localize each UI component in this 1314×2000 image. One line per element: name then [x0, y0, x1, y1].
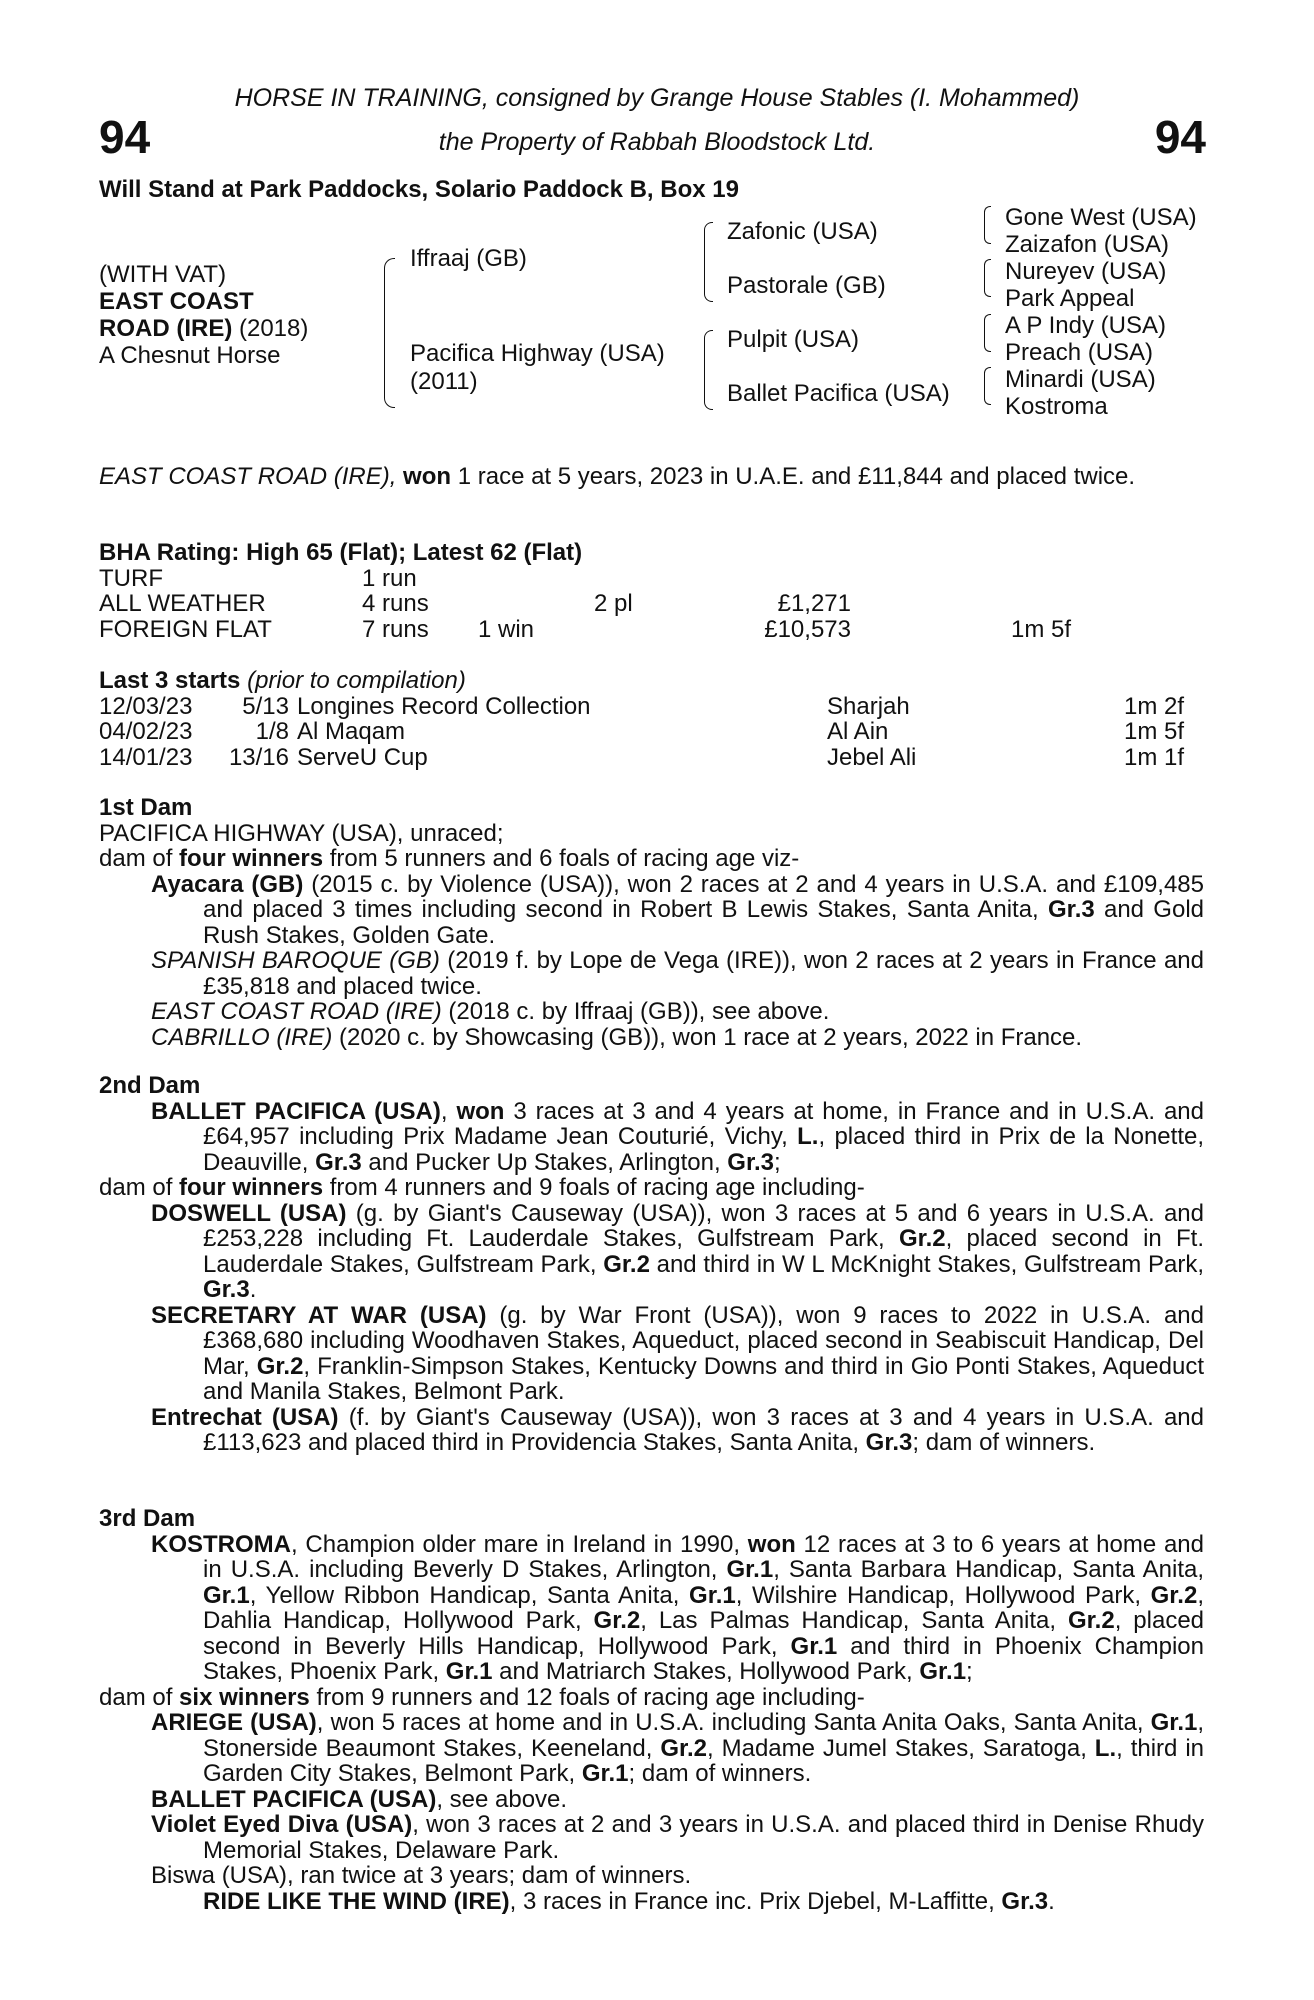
record-text: , Wilshire Handicap, Hollywood Park,	[735, 1581, 1151, 1609]
start-course: Jebel Ali	[827, 743, 917, 771]
property-line: the Property of Rabbah Bloodstock Ltd.	[438, 128, 876, 156]
progeny-text: (2019 f. by Lope de Vega (IRE)), won 2 races at 2 years in France and £35,818 and placed twice.	[203, 947, 1205, 1000]
progeny-name: RIDE LIKE THE WIND (IRE)	[203, 1887, 510, 1915]
stat-distance	[851, 566, 1071, 592]
table-row	[99, 566, 1071, 592]
sire-brace	[704, 222, 713, 302]
horse-name-part: ROAD (IRE)	[99, 315, 233, 342]
progeny-name: SPANISH BAROQUE (GB)	[151, 947, 440, 974]
sds: Nureyev (USA)	[1005, 258, 1167, 285]
stat-earnings	[689, 566, 851, 592]
record-text: , placed second in Beverly Hills Handicap, Hollywood Park,	[203, 1607, 1205, 1660]
third-dam-title: 3rd Dam	[99, 1505, 196, 1532]
start-race: ServeU Cup	[297, 743, 428, 771]
start-distance: 1m 1f	[1124, 743, 1185, 771]
table-row	[99, 694, 1184, 720]
progeny-entry	[151, 1025, 1204, 1051]
dam-name: BALLET PACIFICA (USA)	[151, 1097, 441, 1125]
progeny-text: , Stonerside Beaumont Stakes, Keeneland,	[203, 1709, 1205, 1762]
grade: Gr.2	[660, 1734, 708, 1762]
grade: Gr.2	[603, 1250, 650, 1278]
start-race: Longines Record Collection	[297, 692, 591, 720]
horse-description: A Chesnut Horse	[99, 342, 281, 369]
ss-brace	[984, 206, 991, 244]
comma: ,	[440, 1097, 448, 1125]
progeny-name: CABRILLO (IRE)	[151, 1023, 333, 1051]
stat-earnings: £10,573	[764, 615, 851, 643]
rating-title: BHA Rating: High 65 (Flat); Latest 62 (Flat)	[99, 539, 583, 566]
progeny-entry	[151, 948, 1204, 999]
start-position: 13/16	[228, 743, 289, 771]
summary-name: EAST COAST ROAD (IRE),	[99, 463, 397, 490]
dam-of-label: dam of	[99, 845, 180, 872]
grade: Gr.2	[1068, 1607, 1115, 1634]
start-date: 14/01/23	[99, 743, 193, 771]
grade: Gr.1	[919, 1658, 967, 1685]
start-date: 12/03/23	[99, 692, 193, 720]
dam-sire: Pulpit (USA)	[727, 326, 860, 353]
progeny-text: Biswa (USA), ran twice at 3 years; dam of winners.	[151, 1862, 692, 1889]
third-dam-section	[99, 1506, 1204, 1914]
stat-earnings: £1,271	[777, 590, 851, 617]
dam-name: KOSTROMA	[151, 1530, 291, 1558]
record-text: 3 races at 3 and 4 years at home, in France and in U.S.A. and £64,957 including Prix Madame Jean Couturié, Vichy,	[203, 1097, 1204, 1150]
first-dam-section	[99, 795, 1204, 1050]
grand-progeny-entry	[99, 1889, 1204, 1915]
won-label: won	[456, 1097, 505, 1125]
progeny-text: , third in Garden City Stakes, Belmont Park,	[203, 1734, 1205, 1787]
start-date: 04/02/23	[99, 718, 193, 745]
dam-of-count: four winners	[179, 1174, 324, 1201]
start-distance: 1m 5f	[1124, 718, 1185, 745]
progeny-entry	[151, 1303, 1204, 1405]
record-text: and Matriarch Stakes, Hollywood Park,	[492, 1658, 920, 1685]
grade: Gr.3	[865, 1429, 913, 1456]
stat-placed: 2 pl	[594, 590, 633, 617]
last-starts-table	[99, 694, 1184, 771]
last-starts-section	[99, 668, 1204, 770]
grade: Gr.1	[445, 1658, 493, 1685]
dam-dam: Ballet Pacifica (USA)	[727, 380, 950, 407]
dam-of-count: six winners	[179, 1683, 310, 1711]
progeny-text: , won 5 races at home and in U.S.A. including Santa Anita Oaks, Santa Anita,	[316, 1709, 1151, 1736]
horse-name-line2	[99, 315, 308, 342]
record-text: , Dahlia Handicap, Hollywood Park,	[203, 1581, 1204, 1634]
horse-name-line1: EAST COAST	[99, 288, 254, 315]
won-label: won	[747, 1530, 796, 1558]
dam-brace	[704, 330, 713, 410]
dam-name: Pacifica Highway (USA)	[410, 340, 665, 367]
progeny-name: DOSWELL (USA)	[151, 1199, 347, 1227]
start-position: 5/13	[242, 692, 289, 720]
second-dam-produce	[99, 1175, 1204, 1201]
progeny-entry	[151, 1405, 1204, 1456]
ssd: Zaizafon (USA)	[1005, 231, 1170, 258]
grade: Gr.1	[790, 1632, 838, 1660]
sire-dam: Pastorale (GB)	[727, 272, 886, 299]
stat-distance: 1m 5f	[1011, 615, 1072, 643]
progeny-name: Violet Eyed Diva (USA)	[151, 1811, 413, 1838]
progeny-text: (f. by Giant's Causeway (USA)), won 3 races at 3 and 4 years in U.S.A. and £113,623 and placed third in Providencia Stakes, Santa Anita,	[203, 1403, 1204, 1456]
progeny-text: and third in W L McKnight Stakes, Gulfstream Park,	[649, 1250, 1204, 1278]
first-dam-title: 1st Dam	[99, 794, 193, 821]
progeny-text: , Madame Jumel Stakes, Saratoga,	[707, 1734, 1095, 1762]
progeny-entry	[151, 999, 1204, 1025]
ddd: Kostroma	[1005, 393, 1108, 420]
stat-placed	[594, 617, 689, 643]
progeny-text: , 3 races in France inc. Prix Djebel, M-Laffitte,	[509, 1887, 1002, 1915]
stat-type: ALL WEATHER	[99, 590, 266, 617]
progeny-entry	[99, 1863, 1204, 1889]
table-row	[99, 719, 1184, 745]
second-dam-title: 2nd Dam	[99, 1072, 201, 1099]
start-distance: 1m 2f	[1124, 692, 1185, 720]
second-dam-section	[99, 1073, 1204, 1456]
progeny-text: (2015 c. by Violence (USA)), won 2 races at 2 and 4 years in U.S.A. and £109,485 and placed 3 times including second in Robert B Lewis Stakes, Santa Anita,	[203, 870, 1205, 923]
dam-of-rest: from 9 runners and 12 foals of racing age including-	[309, 1683, 865, 1711]
rating-section	[99, 540, 1204, 642]
start-position: 1/8	[255, 718, 289, 745]
dam-of-rest: from 4 runners and 9 foals of racing age including-	[323, 1174, 865, 1201]
dam-of-label: dam of	[99, 1683, 180, 1711]
progeny-entry	[151, 1201, 1204, 1303]
third-dam-record	[151, 1532, 1204, 1685]
grade: Gr.1	[726, 1556, 774, 1583]
progeny-text: .	[1048, 1887, 1055, 1915]
grade: Gr.3	[1001, 1887, 1049, 1915]
stat-type: TURF	[99, 564, 163, 592]
start-course: Al Ain	[827, 718, 889, 745]
dam-of-rest: from 5 runners and 6 foals of racing age viz-	[323, 845, 800, 872]
grade: Gr.2	[898, 1225, 946, 1252]
progeny-entry	[151, 1710, 1204, 1787]
record-text: 12 races at 3 to 6 years at home and in U.S.A. including Beverly D Stakes, Arlington,	[203, 1530, 1204, 1583]
progeny-entry	[151, 1787, 1204, 1813]
horse-block	[99, 261, 308, 369]
sd-brace	[984, 259, 991, 297]
record-text: ;	[966, 1658, 973, 1685]
last-starts-title: Last 3 starts	[99, 667, 241, 694]
dsd: Preach (USA)	[1005, 339, 1154, 366]
progeny-text: , see above.	[436, 1785, 568, 1813]
first-dam-produce	[99, 846, 1204, 872]
grade: Gr.1	[581, 1760, 629, 1787]
start-race: Al Maqam	[297, 718, 406, 745]
progeny-text: and Gold Rush Stakes, Golden Gate.	[203, 896, 1205, 949]
summary-won: won	[403, 463, 452, 490]
stat-runs: 7 runs	[362, 615, 429, 643]
start-course: Sharjah	[827, 692, 910, 720]
progeny-name: Ayacara (GB)	[151, 870, 304, 898]
progeny-text: , won 3 races at 2 and 3 years in U.S.A. and placed third in Denise Rhudy Memorial Stakes, Delaware Park.	[203, 1811, 1204, 1864]
table-row	[99, 745, 1184, 771]
sdd: Park Appeal	[1005, 285, 1135, 312]
progeny-text: ; dam of winners.	[628, 1760, 812, 1787]
stat-placed	[594, 566, 689, 592]
stat-runs: 1 run	[362, 564, 417, 592]
summary-text: 1 race at 5 years, 2023 in U.A.E. and £11,844 and placed twice.	[451, 463, 1136, 490]
grade: Gr.1	[1150, 1709, 1198, 1736]
record-text: , Yellow Ribbon Handicap, Santa Anita,	[249, 1581, 690, 1609]
grade: Gr.2	[593, 1607, 641, 1634]
horse-year: (2018)	[232, 315, 309, 342]
grade: L.	[797, 1123, 819, 1150]
dd-brace	[984, 367, 991, 405]
stat-wins	[478, 566, 594, 592]
progeny-text: ; dam of winners.	[912, 1429, 1096, 1456]
sire-sire: Zafonic (USA)	[727, 218, 878, 245]
grade: Gr.3	[1048, 896, 1095, 923]
third-dam-produce	[99, 1685, 1204, 1711]
progeny-text: (2020 c. by Showcasing (GB)), won 1 race at 2 years, 2022 in France.	[332, 1023, 1083, 1051]
vat-note: (WITH VAT)	[99, 261, 227, 288]
stand-location: Will Stand at Park Paddocks, Solario Paddock B, Box 19	[99, 176, 739, 203]
table-row	[99, 617, 1071, 643]
progeny-text: (g. by Giant's Causeway (USA)), won 3 races at 5 and 6 years in U.S.A. and £253,228 including Ft. Lauderdale Stakes, Gulfstream Park,	[203, 1199, 1204, 1252]
record-text: , placed third in Prix de la Nonette, Deauville,	[203, 1123, 1205, 1176]
grade: Gr.1	[689, 1581, 736, 1609]
record-text: , Santa Barbara Handicap, Santa Anita,	[773, 1556, 1204, 1583]
record-text: and Pucker Up Stakes, Arlington,	[361, 1148, 728, 1176]
record-text: , Las Palmas Handicap, Santa Anita,	[640, 1607, 1068, 1634]
progeny-text: (2018 c. by Iffraaj (GB)), see above.	[441, 998, 830, 1025]
progeny-text: , Franklin-Simpson Stakes, Kentucky Downs and third in Gio Ponti Stakes, Aqueduct and Manila Stakes, Belmont Park.	[203, 1352, 1204, 1405]
progeny-entry	[151, 1812, 1204, 1863]
first-dam-line: PACIFICA HIGHWAY (USA), unraced;	[99, 819, 504, 847]
dam-of-label: dam of	[99, 1174, 180, 1201]
progeny-text: .	[249, 1276, 257, 1303]
dss: A P Indy (USA)	[1005, 312, 1166, 339]
progeny-entry	[151, 872, 1204, 949]
progeny-text: (g. by War Front (USA)), won 9 races to 2022 in U.S.A. and £368,680 including Woodhaven Stakes, Aqueduct, placed second in Seabiscuit Handicap, Del Mar,	[203, 1301, 1204, 1380]
rating-table	[99, 566, 1071, 643]
record-text: , Champion older mare in Ireland in 1990,	[291, 1530, 748, 1558]
ds-brace	[984, 314, 991, 352]
sire-name: Iffraaj (GB)	[410, 245, 527, 272]
dam-year: (2011)	[410, 368, 478, 395]
stat-wins: 1 win	[478, 615, 535, 643]
grade: Gr.1	[203, 1581, 250, 1609]
progeny-name: EAST COAST ROAD (IRE)	[151, 998, 442, 1025]
dds: Minardi (USA)	[1005, 366, 1156, 393]
grade: Gr.3	[315, 1148, 362, 1176]
race-summary	[99, 464, 1204, 490]
progeny-name: SECRETARY AT WAR (USA)	[151, 1301, 487, 1329]
lot-number-right: 94	[1154, 111, 1206, 163]
last-starts-note: (prior to compilation)	[240, 667, 466, 694]
progeny-text: , placed second in Ft. Lauderdale Stakes, Gulfstream Park,	[203, 1225, 1204, 1278]
lot-number-left: 94	[99, 111, 151, 163]
stat-distance	[851, 591, 1071, 617]
stat-runs: 4 runs	[362, 590, 429, 617]
dam-of-count: four winners	[179, 845, 324, 872]
sire-dam-brace	[384, 258, 395, 408]
stat-wins	[478, 591, 594, 617]
sss: Gone West (USA)	[1005, 204, 1197, 231]
progeny-name: BALLET PACIFICA (USA)	[151, 1785, 437, 1813]
stat-type: FOREIGN FLAT	[99, 615, 272, 643]
progeny-name: Entrechat (USA)	[151, 1403, 339, 1431]
progeny-name: ARIEGE (USA)	[151, 1709, 317, 1736]
consignment-line: HORSE IN TRAINING, consigned by Grange House Stables (I. Mohammed)	[234, 84, 1080, 112]
table-row	[99, 591, 1071, 617]
grade: Gr.2	[1150, 1581, 1198, 1609]
second-dam-record	[151, 1099, 1204, 1176]
grade: Gr.3	[727, 1148, 774, 1176]
grade: L.	[1094, 1734, 1117, 1762]
grade: Gr.3	[203, 1276, 250, 1303]
grade: Gr.2	[256, 1352, 304, 1380]
record-text: and third in Phoenix Champion Stakes, Phoenix Park,	[203, 1632, 1205, 1685]
record-text: ;	[774, 1148, 781, 1176]
